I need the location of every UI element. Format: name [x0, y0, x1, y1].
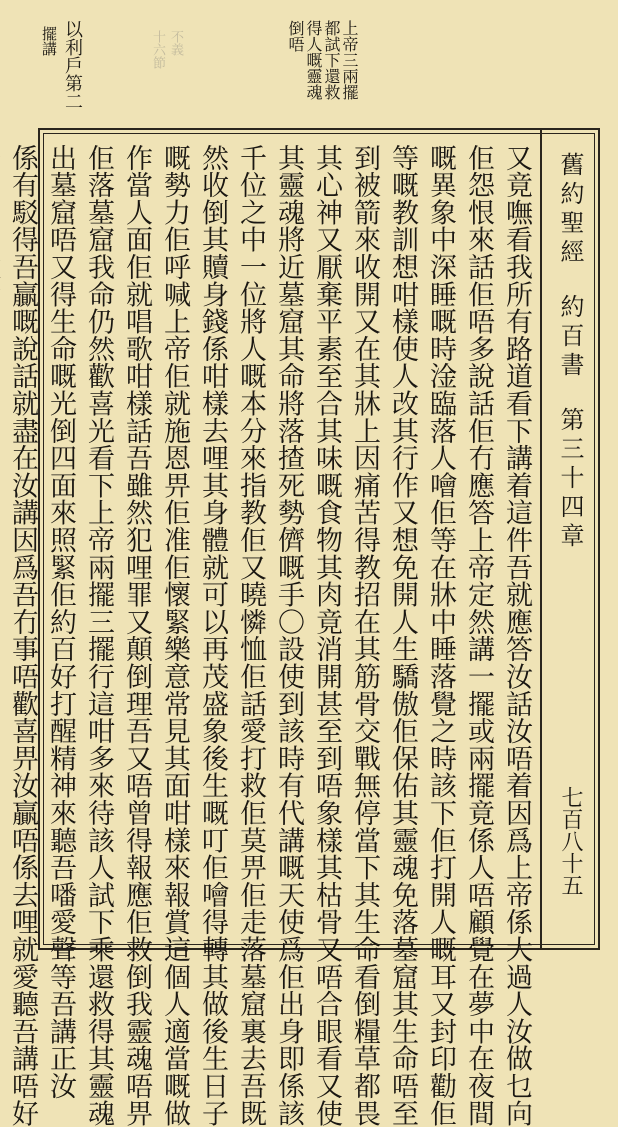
text-column: 係有駁得吾贏嘅說話就盡在汝講因爲吾冇事唔歡喜畀汝贏唔係去哩就愛聽吾講唔好	[7, 144, 38, 1127]
margin-note-right-1: 上帝三兩擺	[340, 20, 359, 100]
text-column: 作當人面佢就唱歌咁樣話吾雖然犯哩罪又顛倒理吾又唔曾得報應佢救倒我靈魂唔畀	[121, 144, 152, 1127]
text-column: 嘅勢力佢呼喊上帝佢就施恩畀佢准佢懷緊樂意常見其面咁樣來報賞這個人適當嘅做	[159, 144, 190, 1127]
page-frame	[7, 128, 600, 1127]
text-column: 出墓窟唔又得生命嘅光倒四面來照緊佢約百好打醒精神來聽吾噃愛聲等吾講正汝	[45, 144, 76, 1100]
header-chapter: 第三十四章	[556, 407, 584, 552]
margin-notes	[0, 0, 618, 130]
header-book: 舊約聖經	[556, 152, 584, 268]
text-column: 其靈魂將近墓窟其命將落揸死勢儕嘅手〇設使到該時有代講嘅天使爲佢出身即係該	[273, 144, 304, 1127]
margin-note-left	[62, 20, 82, 110]
text-column: 到被箭來收開又在其牀上因痛苦得教招在其筋骨交戰無停當下其生命看倒糧草都畏	[349, 144, 380, 1127]
text-column: 千位之中一位將人嘅本分來指教佢又曉憐恤佢話愛打救佢莫畀佢走落墓窟裏去吾既	[235, 144, 266, 1127]
body-text	[7, 144, 532, 1127]
header-section: 約百書	[556, 294, 584, 381]
text-column: 嘅異象中深睡嘅時淦臨落人噲佢等在牀中睡落覺之時該下佢打開人嘅耳又封印勸佢	[425, 144, 456, 1127]
margin-note-faint: 不義	[168, 30, 183, 56]
header-titles	[556, 152, 584, 552]
margin-note-right-4: 倒唔	[286, 20, 305, 52]
margin-note-faint-2: 十六節	[150, 30, 165, 69]
text-column: 又竟嘸看我所有路道看下講着這件吾就應答汝話汝唔着因爲上帝係大過人汝做乜向	[501, 144, 532, 1127]
text-column: 其心神又厭棄平素至合其味嘅食物其肉竟消開甚至到唔象樣其枯骨又唔合眼看又使	[311, 144, 342, 1127]
text-column: 佢怨恨來話佢唔多說話佢冇應答上帝定然講一擺或兩擺竟係人唔顧覺在夢中在夜間	[463, 144, 494, 1127]
margin-note-right-3: 得人嘅靈魂	[304, 20, 323, 100]
running-header	[540, 130, 598, 948]
margin-note-left-title: 以利戶第二	[62, 20, 83, 110]
margin-note-left-sub: 擺講	[40, 26, 58, 56]
margin-note-right-2: 都試下還救	[322, 20, 341, 100]
page-number: 七百八十五	[558, 786, 583, 896]
text-column: 佢落墓窟我命仍然歡喜光看下上帝兩擺三擺行這咁多來待該人試下乘還救得其靈魂	[83, 144, 114, 1127]
text-column: 然收倒其贖身錢係咁樣去哩其身體就可以再茂盛象後生嘅叮佢噲得轉其做後生日子	[197, 144, 228, 1127]
text-column: 等嘅教訓想咁樣使人改其行作又想免開人生驕傲佢保佑其靈魂免落墓窟其生命唔至	[387, 144, 418, 1127]
